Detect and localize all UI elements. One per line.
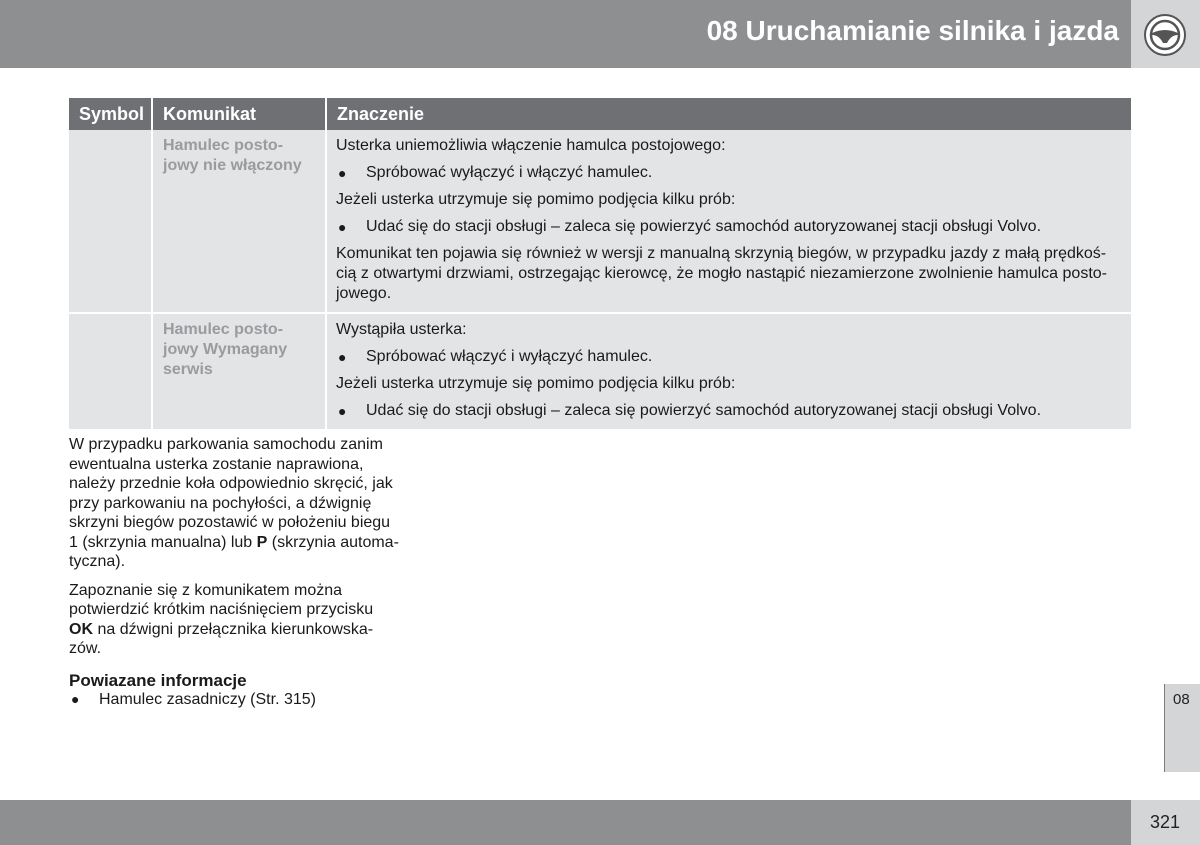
page-footer (0, 800, 1131, 845)
col-header-znaczenie: Znaczenie (326, 98, 1131, 130)
bullet-icon: ● (338, 349, 347, 365)
parking-paragraph (69, 435, 405, 572)
chapter-number: 08 (1173, 691, 1190, 708)
meaning-bullet (336, 217, 1121, 237)
message-line: jowy Wymagany (163, 341, 288, 358)
bullet-icon: ● (338, 219, 347, 235)
table-row (69, 313, 1131, 429)
meaning-cell (326, 130, 1131, 313)
note-line: jowego. (336, 285, 392, 302)
text-line: potwierdzić krótkim naciśnięciem przycisku (69, 601, 374, 618)
message-cell (152, 130, 326, 313)
chapter-icon-box (1131, 0, 1200, 68)
message-line: Hamulec posto- (163, 137, 284, 154)
message-line: Hamulec posto- (163, 321, 284, 338)
meaning-cell (326, 313, 1131, 429)
text-fragment: 1 (skrzynia manualna) lub (69, 533, 257, 551)
message-line: jowy nie włączony (163, 157, 302, 174)
ok-button-label: OK (69, 620, 93, 638)
message-cell (152, 313, 326, 429)
confirm-paragraph (69, 581, 405, 659)
page-header (0, 0, 1131, 68)
text-fragment: na dźwigni przełącznika kierunkowska- (93, 620, 374, 638)
text-fragment: (skrzynia automa- (267, 533, 399, 551)
text-line: przy parkowaniu na pochyłości, a dźwignię (69, 494, 372, 512)
meaning-text: Jeżeli usterka utrzymuje się pomimo podjęcia kilku prób: (336, 375, 736, 392)
table-row (69, 130, 1131, 313)
bullet-icon: ● (338, 165, 347, 181)
note-line: cią z otwartymi drzwiami, ostrzegając kierowcę, że mogło nastąpić niezamierzone zwolnienie hamulca posto- (336, 265, 1107, 282)
text-line: należy przednie koła odpowiednio skręcić, jak (69, 475, 393, 492)
related-link[interactable]: Hamulec zasadniczy (Str. 315) (99, 691, 316, 708)
chapter-side-tab (1164, 684, 1200, 772)
bullet-text: Udać się do stacji obsługi – zaleca się powierzyć samochód autoryzowanej stacji obsługi Volvo. (366, 402, 1042, 419)
meaning-text: Jeżeli usterka utrzymuje się pomimo podjęcia kilku prób: (336, 191, 736, 208)
meaning-note (336, 244, 1121, 304)
bullet-text: Spróbować włączyć i wyłączyć hamulec. (366, 348, 653, 365)
symbol-cell (69, 130, 152, 313)
message-line: serwis (163, 361, 213, 378)
steering-wheel-icon (1143, 13, 1187, 57)
col-header-symbol: Symbol (69, 98, 152, 130)
page-number-box (1131, 800, 1200, 845)
bullet-icon: ● (71, 691, 80, 707)
meaning-bullet (336, 401, 1121, 421)
bullet-icon: ● (338, 403, 347, 419)
text-line: skrzyni biegów pozostawić w położeniu biegu (69, 514, 391, 531)
related-info-item[interactable] (69, 690, 405, 710)
meaning-text: Wystąpiła usterka: (336, 321, 467, 338)
page-number: 321 (1149, 812, 1180, 832)
meaning-bullet (336, 163, 1121, 183)
note-line: Komunikat ten pojawia się również w wersji z manualną skrzynią biegów, w przypadku jazdy z małą prędkoś- (336, 245, 1107, 262)
chapter-title: 08 Uruchamianie silnika i jazda (706, 15, 1119, 46)
bullet-text: Spróbować wyłączyć i włączyć hamulec. (366, 164, 653, 181)
bullet-text: Udać się do stacji obsługi – zaleca się powierzyć samochód autoryzowanej stacji obsługi Volvo. (366, 218, 1042, 235)
text-line: Zapoznanie się z komunikatem można (69, 581, 343, 599)
body-text-column (69, 435, 405, 710)
gear-p-label: P (256, 533, 268, 551)
text-line: W przypadku parkowania samochodu zanim (69, 436, 383, 453)
text-line: tyczna). (69, 553, 126, 570)
table-header-row (69, 98, 1131, 130)
meaning-bullet (336, 347, 1121, 367)
col-header-komunikat: Komunikat (152, 98, 326, 130)
message-table (69, 98, 1131, 429)
text-line: zów. (69, 640, 102, 657)
text-line: ewentualna usterka zostanie naprawiona, (69, 455, 364, 473)
meaning-text: Usterka uniemożliwia włączenie hamulca postojowego: (336, 137, 726, 154)
related-info-heading: Powiazane informacje (69, 670, 247, 690)
symbol-cell (69, 313, 152, 429)
